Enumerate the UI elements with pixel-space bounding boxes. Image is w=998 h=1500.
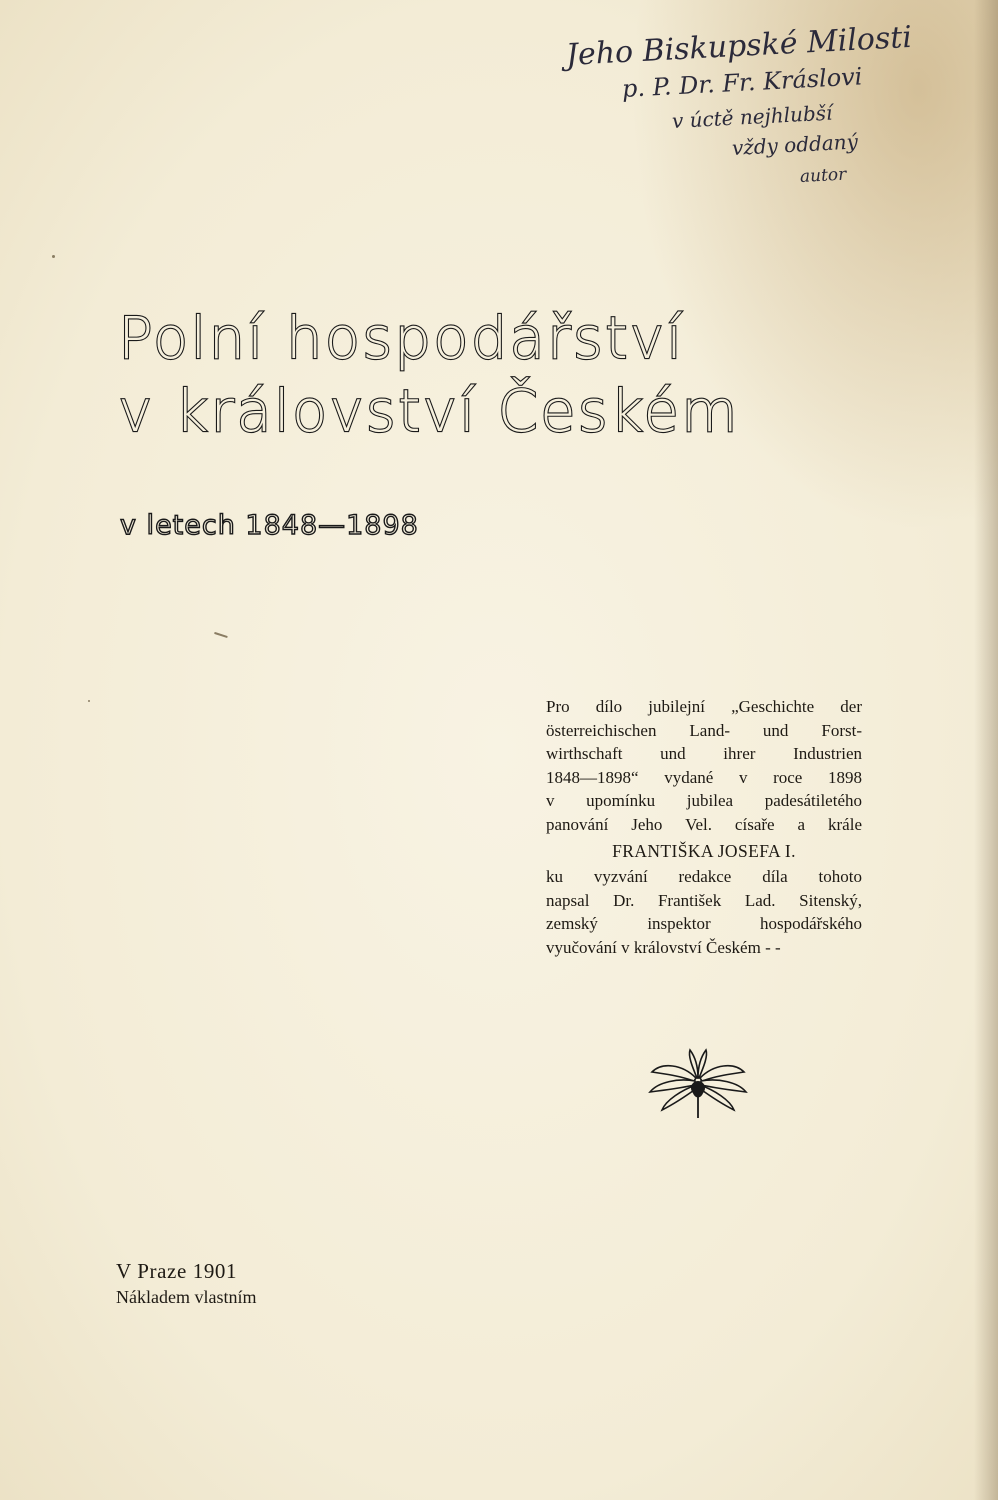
imprint [116,1258,256,1310]
description-line: ku vyzvání redakce díla tohoto [546,867,862,887]
description-line: Pro dílo jubilejní „Geschichte der [546,697,862,716]
dedication-line: vždy oddaný [731,129,859,161]
paper-speck [52,255,55,258]
description-line: 1848—1898“ vydané v roce 1898 [546,767,862,787]
daisy-flower-icon [648,1048,748,1120]
description-block [546,695,862,960]
handwritten-dedication [560,19,980,187]
title-line-1: Polní hospodářství [118,304,685,372]
description-line: vyučování v království Českém - - [546,937,781,957]
paper-speck [88,700,90,702]
dedication-line: autor [799,164,847,187]
title-line-2: v království Českém [118,377,740,446]
description-line: österreichischen Land- und Forst- [546,720,862,740]
description-line: zemský inspektor hospodářského [546,914,862,934]
description-line: v upomínku jubilea padesátiletého [546,791,862,811]
dedication-line: p. P. Dr. Fr. Kráslovi [621,62,864,104]
description-line: panování Jeho Vel. císaře a krále [546,814,862,834]
description-line: wirthschaft und ihrer Industrien [546,744,862,764]
book-subtitle: v letech 1848—1898 [120,510,419,541]
imprint-place-year: V Praze 1901 [116,1259,238,1283]
emperor-name: FRANTIŠKA JOSEFA I. [612,840,796,861]
dedication-line: v úctě nejhlubší [671,100,833,133]
paper-mark [214,632,228,638]
imprint-publisher: Nákladem vlastním [116,1287,257,1307]
book-title [118,302,818,448]
dedication-line: Jeho Biskupské Milosti [565,19,913,73]
description-line: napsal Dr. František Lad. Sitenský, [546,890,862,910]
